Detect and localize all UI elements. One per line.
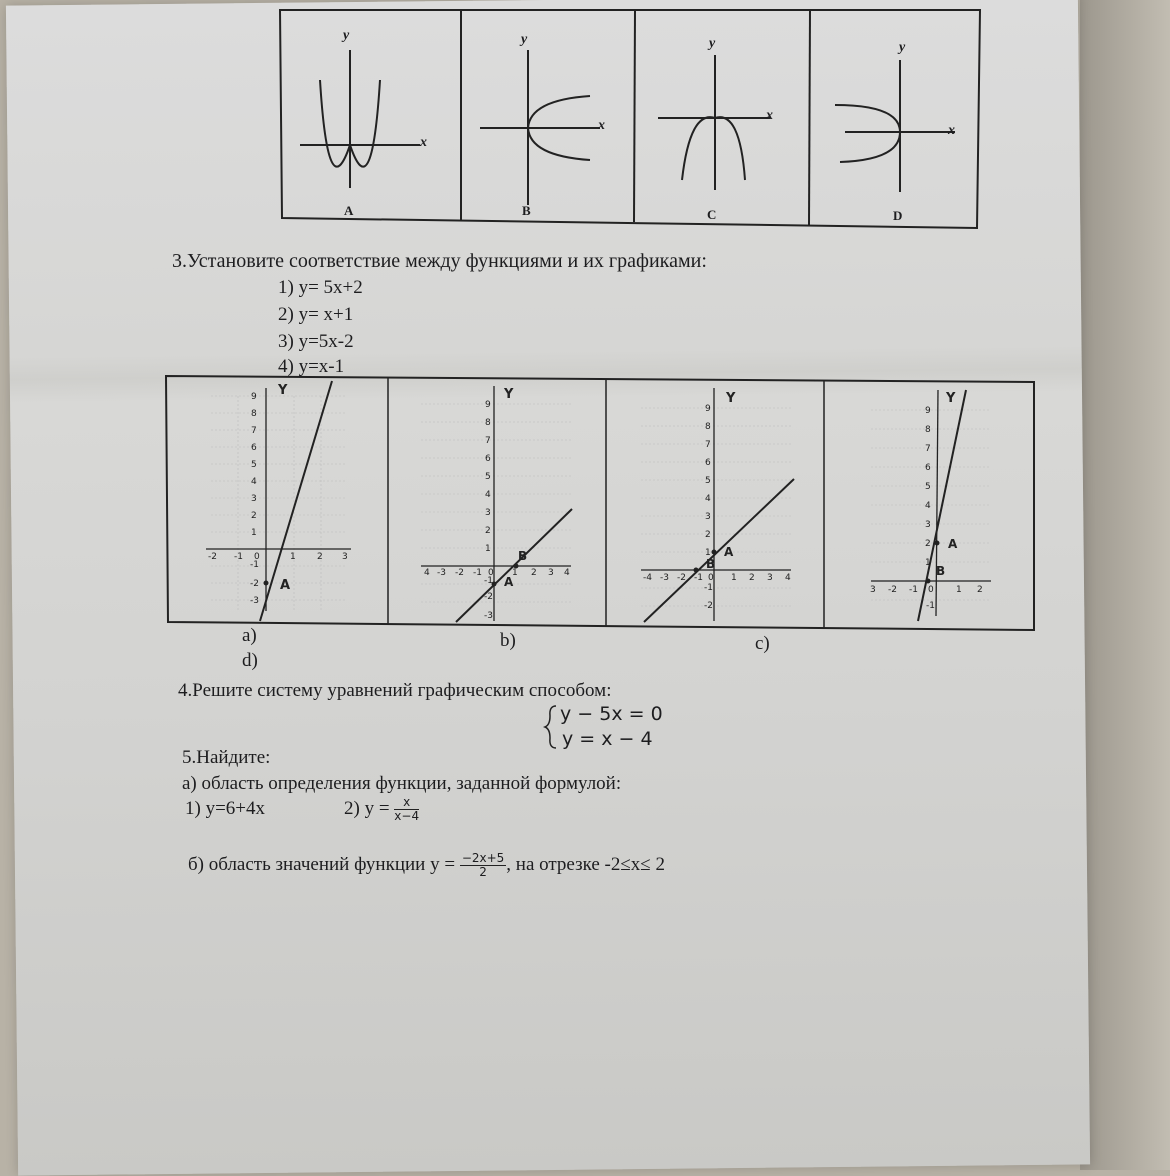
svg-text:4: 4 (251, 477, 257, 487)
svg-text:3: 3 (925, 520, 931, 530)
svg-text:-3: -3 (250, 596, 259, 606)
task5-a-title: а) область определения функции, заданной формулой: (182, 773, 622, 794)
axis-y-A: y (343, 28, 350, 43)
fraction-b-num: −2x+5 (461, 851, 505, 865)
svg-text:8: 8 (485, 418, 491, 428)
svg-text:5: 5 (705, 476, 711, 486)
graph-label-b: b) (500, 630, 516, 651)
svg-text:-2: -2 (704, 601, 713, 611)
svg-text:4: 4 (564, 568, 570, 578)
graph-label-a: a) (242, 625, 257, 646)
svg-text:6: 6 (925, 463, 931, 473)
svg-text:3: 3 (548, 568, 554, 578)
svg-text:5: 5 (485, 472, 491, 482)
svg-text:A: A (724, 545, 734, 559)
graph-a (206, 381, 351, 621)
svg-text:9: 9 (925, 406, 931, 416)
svg-text:4: 4 (424, 568, 430, 578)
svg-text:Y: Y (278, 383, 288, 398)
task5-b-prefix: б) область значений функции y = (188, 853, 456, 875)
top-graph-label-C: C (707, 207, 717, 222)
svg-text:B: B (518, 549, 528, 563)
svg-text:-1: -1 (694, 573, 703, 583)
svg-text:-1: -1 (484, 576, 493, 586)
svg-text:2: 2 (705, 530, 711, 540)
svg-text:6: 6 (705, 458, 711, 468)
svg-text:-1: -1 (250, 560, 259, 570)
svg-text:2: 2 (251, 511, 257, 521)
svg-text:1: 1 (705, 548, 711, 558)
graph-d (870, 390, 991, 621)
fraction-a2-den: x−4 (394, 809, 420, 823)
svg-text:9: 9 (485, 400, 491, 410)
task3-item-3: 3) y=5x-2 (278, 331, 354, 352)
system-brace (544, 704, 558, 750)
svg-text:-2: -2 (208, 552, 217, 562)
fraction-a2-num: x (394, 796, 419, 810)
svg-text:A: A (948, 537, 958, 551)
task5-b-suffix: , на отрезке -2≤x≤ 2 (506, 853, 665, 875)
svg-text:-1: -1 (926, 601, 935, 611)
fraction-b-den: 2 (479, 865, 487, 879)
svg-text:2: 2 (749, 573, 755, 583)
svg-text:3: 3 (767, 573, 773, 583)
svg-text:Y: Y (504, 387, 514, 402)
svg-text:-4: -4 (643, 573, 652, 583)
svg-text:1: 1 (512, 568, 518, 578)
svg-text:9: 9 (251, 392, 257, 402)
svg-text:-3: -3 (484, 611, 493, 621)
svg-text:5: 5 (925, 482, 931, 492)
svg-text:6: 6 (251, 443, 257, 453)
svg-text:7: 7 (925, 444, 931, 454)
svg-text:-2: -2 (888, 585, 897, 595)
svg-text:3: 3 (705, 512, 711, 522)
svg-text:0: 0 (488, 568, 494, 578)
svg-text:7: 7 (251, 426, 257, 436)
svg-text:4: 4 (705, 494, 711, 504)
svg-text:0: 0 (928, 585, 934, 595)
axis-y-D: y (899, 40, 906, 55)
top-graph-label-A: A (344, 203, 354, 218)
background-surface (1080, 0, 1170, 1170)
axis-y-B: y (521, 32, 528, 47)
axis-x-D: x (948, 123, 955, 138)
svg-text:8: 8 (251, 409, 257, 419)
svg-text:6: 6 (485, 454, 491, 464)
svg-text:1: 1 (925, 558, 931, 568)
svg-text:5: 5 (251, 460, 257, 470)
svg-text:-3: -3 (437, 568, 446, 578)
svg-text:-1: -1 (909, 585, 918, 595)
svg-text:B: B (706, 557, 716, 571)
svg-text:2: 2 (925, 539, 931, 549)
svg-text:4: 4 (485, 490, 491, 500)
fraction-b (460, 852, 506, 879)
svg-text:8: 8 (705, 422, 711, 432)
svg-text:Y: Y (726, 391, 736, 406)
top-graph-label-B: B (522, 203, 531, 218)
svg-text:3: 3 (870, 585, 876, 595)
svg-text:1: 1 (290, 552, 296, 562)
task5-b (188, 852, 665, 879)
graph-C (658, 55, 770, 190)
svg-text:1: 1 (485, 544, 491, 554)
task5-a2 (344, 796, 419, 823)
axis-x-C: x (766, 108, 773, 123)
graph-label-c: c) (755, 633, 770, 654)
svg-text:-2: -2 (677, 573, 686, 583)
svg-text:2: 2 (485, 526, 491, 536)
svg-text:7: 7 (705, 440, 711, 450)
svg-text:0: 0 (254, 552, 260, 562)
svg-text:4: 4 (925, 501, 931, 511)
axis-y-C: y (709, 36, 716, 51)
svg-text:-1: -1 (473, 568, 482, 578)
task3-item-2: 2) y= x+1 (278, 304, 354, 325)
system-eq1: y − 5x = 0 (560, 703, 663, 725)
graph-B (480, 50, 600, 205)
graph-D (835, 60, 955, 192)
axis-x-B: x (598, 118, 605, 133)
svg-text:-1: -1 (704, 583, 713, 593)
svg-text:3: 3 (485, 508, 491, 518)
svg-text:2: 2 (977, 585, 983, 595)
system-eq2: y = x − 4 (562, 728, 653, 750)
graph-label-d: d) (242, 650, 258, 671)
task3-title: 3.Установите соответствие между функциями и их графиками: (172, 250, 707, 272)
task3-item-4: 4) y=x-1 (278, 356, 345, 377)
graph-b (421, 386, 572, 622)
graph-c (641, 388, 794, 622)
svg-text:-2: -2 (455, 568, 464, 578)
task5-title: 5.Найдите: (182, 747, 271, 768)
task5-a2-prefix: 2) y = (344, 797, 390, 819)
svg-text:3: 3 (251, 494, 257, 504)
svg-text:2: 2 (531, 568, 537, 578)
svg-text:B: B (936, 564, 946, 578)
svg-text:1: 1 (956, 585, 962, 595)
svg-text:3: 3 (342, 552, 348, 562)
svg-text:-2: -2 (484, 592, 493, 602)
svg-text:-2: -2 (250, 579, 259, 589)
svg-text:1: 1 (251, 528, 257, 538)
svg-text:Y: Y (946, 391, 956, 406)
svg-text:-3: -3 (660, 573, 669, 583)
task4-title: 4.Решите систему уравнений графическим способом: (178, 680, 612, 701)
svg-text:2: 2 (317, 552, 323, 562)
task3-graphs-table (166, 376, 1036, 632)
top-graphs-table (280, 10, 980, 232)
svg-text:7: 7 (485, 436, 491, 446)
svg-text:-1: -1 (234, 552, 243, 562)
svg-text:8: 8 (925, 425, 931, 435)
axis-x-A: x (420, 135, 427, 150)
fraction-a2 (394, 796, 419, 823)
graph-A (300, 50, 420, 188)
svg-text:4: 4 (785, 573, 791, 583)
svg-text:A: A (280, 578, 291, 593)
svg-text:A: A (504, 575, 514, 589)
svg-text:1: 1 (731, 573, 737, 583)
svg-text:0: 0 (708, 573, 714, 583)
task5-a1: 1) y=6+4x (185, 798, 266, 819)
task3-item-1: 1) y= 5x+2 (278, 277, 363, 298)
svg-text:9: 9 (705, 404, 711, 414)
top-graph-label-D: D (893, 208, 903, 223)
